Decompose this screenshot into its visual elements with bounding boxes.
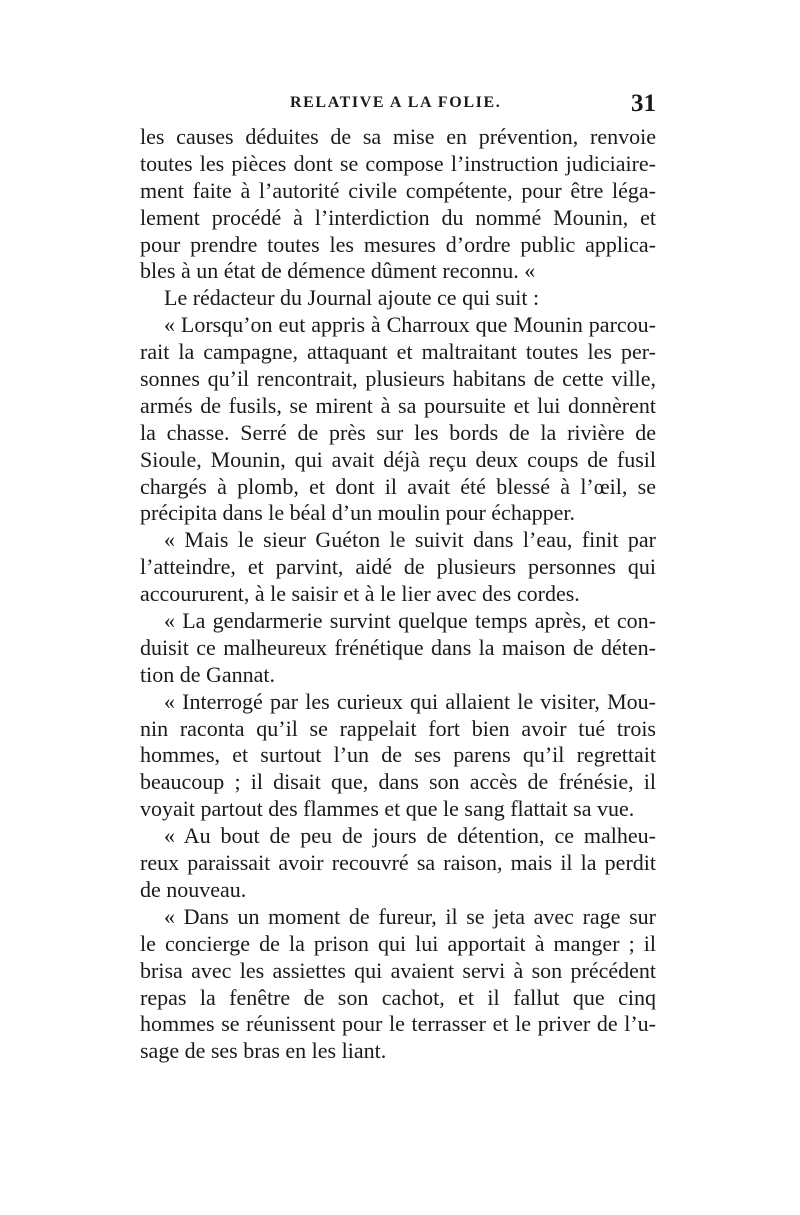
text-line: brisa avec les assiettes qui avaient servi à son précédent <box>140 957 656 983</box>
text-line: sonnes qu’il rencontrait, plusieurs habitans de cette ville, <box>140 366 656 392</box>
text-line: accoururent, à le saisir et à le lier avec des cordes. <box>140 581 580 607</box>
text-line: reux paraissait avoir recouvré sa raison, mais il la perdit <box>140 850 656 876</box>
body-text <box>140 124 656 1065</box>
text-line: tion de Gannat. <box>140 661 276 687</box>
text-line: chargés à plomb, et dont il avait été blessé à l’œil, se <box>140 473 656 499</box>
text-line: armés de fusils, se mirent à sa poursuite et lui donnèrent <box>140 392 656 418</box>
text-line: Sioule, Mounin, qui avait déjà reçu deux coups de fusil <box>140 446 656 472</box>
text-line: la chasse. Serré de près sur les bords de la rivière de <box>140 419 656 445</box>
text-line: lement procédé à l’interdiction du nommé Mounin, et <box>140 204 656 230</box>
text-line: « La gendarmerie survint quelque temps après, et con- <box>164 608 656 634</box>
text-line: l’atteindre, et parvint, aidé de plusieurs personnes qui <box>140 554 656 580</box>
text-line: voyait partout des flammes et que le sang flattait sa vue. <box>140 796 635 822</box>
text-line: les causes déduites de sa mise en prévention, renvoie <box>140 124 656 149</box>
text-line: « Interrogé par les curieux qui allaient le visiter, Mou- <box>164 688 656 714</box>
text-line: hommes, et surtout l’un de ses parens qu’il regrettait <box>140 742 656 768</box>
running-title: RELATIVE A LA FOLIE. <box>290 94 502 111</box>
text-line: pour prendre toutes les mesures d’ordre public applica- <box>140 231 656 257</box>
text-line: Le rédacteur du Journal ajoute ce qui suit : <box>164 285 540 311</box>
running-head <box>140 92 656 122</box>
text-line: précipita dans le béal d’un moulin pour échapper. <box>140 500 575 526</box>
text-line: toutes les pièces dont se compose l’instruction judiciaire- <box>140 150 656 176</box>
text-line: bles à un état de démence dûment reconnu. « <box>140 258 536 284</box>
text-line: repas la fenêtre de son cachot, et il fallut que cinq <box>140 984 656 1010</box>
text-line: rait la campagne, attaquant et maltraitant toutes les per- <box>140 339 656 365</box>
text-line: nin raconta qu’il se rappelait fort bien avoir tué trois <box>140 715 656 741</box>
text-line: le concierge de la prison qui lui apportait à manger ; il <box>140 930 656 956</box>
text-line: « Dans un moment de fureur, il se jeta avec rage sur <box>164 903 656 929</box>
text-line: duisit ce malheureux frénétique dans la maison de déten- <box>140 634 656 660</box>
text-line: hommes se réunissent pour le terrasser et le priver de l’u- <box>140 1011 656 1037</box>
page-number: 31 <box>631 90 656 117</box>
text-line: « Lorsqu’on eut appris à Charroux que Mounin parcou- <box>164 312 656 338</box>
text-line: sage de ses bras en les liant. <box>140 1038 387 1064</box>
text-line: « Au bout de peu de jours de détention, ce malheu- <box>164 823 656 849</box>
text-line: ment faite à l’autorité civile compétente, pour être léga- <box>140 177 656 203</box>
text-line: « Mais le sieur Guéton le suivit dans l’eau, finit par <box>164 527 656 553</box>
text-line: beaucoup ; il disait que, dans son accès de frénésie, il <box>140 769 656 795</box>
text-line: de nouveau. <box>140 876 247 902</box>
